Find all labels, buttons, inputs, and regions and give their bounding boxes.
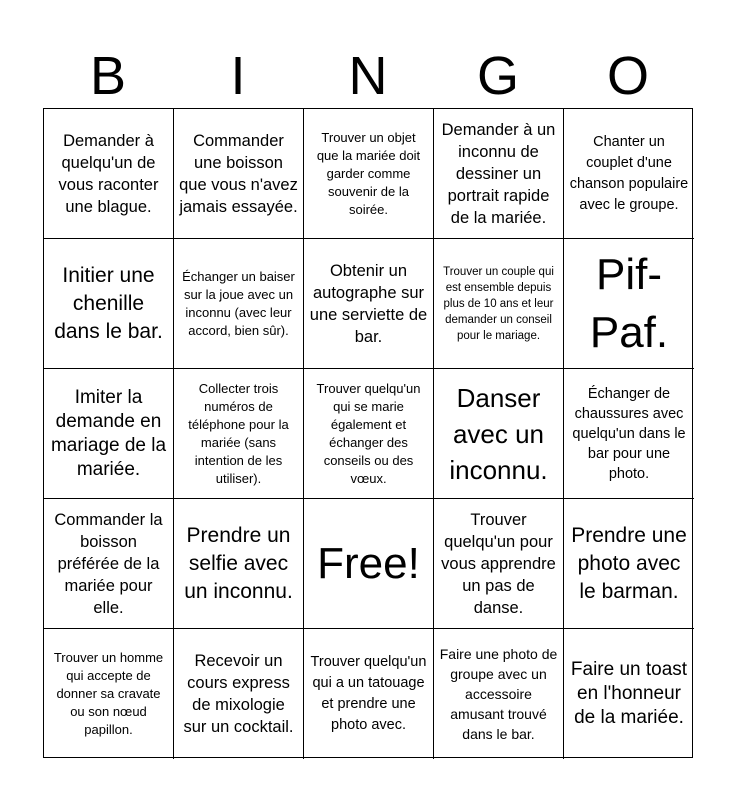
bingo-cell-r3c3[interactable]: Trouver quelqu'un qui se marie également et échanger des conseils ou des vœux. xyxy=(304,369,434,499)
bingo-cell-r5c5[interactable]: Faire un toast en l'honneur de la mariée. xyxy=(570,659,688,728)
bingo-cell-r3c2[interactable]: Collecter trois numéros de téléphone pour la mariée (sans intention de les utiliser). xyxy=(174,369,304,499)
bingo-cell-r1c5[interactable]: Chanter un couplet d'une chanson populaire avec le groupe. xyxy=(564,109,694,239)
bingo-cell-r1c4[interactable]: Demander à un inconnu de dessiner un portrait rapide de la mariée. xyxy=(434,109,564,239)
bingo-cell-r2c5[interactable]: Pif-Paf. xyxy=(564,239,694,369)
bingo-cell-r1c3[interactable]: Trouver un objet que la mariée doit garder comme souvenir de la soirée. xyxy=(304,109,434,239)
bingo-cell-r3c5[interactable]: Échanger de chaussures avec quelqu'un dans le bar pour une photo. xyxy=(564,369,694,499)
bingo-cell-r4c5[interactable]: Prendre une photo avec le barman. xyxy=(564,499,694,629)
bingo-cell-r2c3[interactable]: Obtenir un autographe sur une serviette de bar. xyxy=(304,239,434,369)
bingo-cell-r4c2[interactable]: Prendre un selfie avec un inconnu. xyxy=(174,499,304,629)
bingo-cell-r1c2[interactable]: Commander une boisson que vous n'avez jamais essayée. xyxy=(174,109,304,239)
bingo-cell-r5c1[interactable]: Trouver un homme qui accepte de donner sa cravate ou son nœud papillon. xyxy=(44,629,174,759)
header-letter-i: I xyxy=(230,46,246,106)
bingo-grid xyxy=(43,108,693,758)
bingo-cell-r3c1[interactable]: Imiter la demande en mariage de la mariée. xyxy=(44,369,174,499)
bingo-cell-r5c2[interactable]: Recevoir un cours express de mixologie sur un cocktail. xyxy=(174,629,304,759)
header-letter-n: N xyxy=(348,46,388,106)
bingo-header xyxy=(43,44,693,108)
header-letter-o: O xyxy=(606,46,649,106)
bingo-cell-r2c1[interactable]: Initier une chenille dans le bar. xyxy=(44,239,174,369)
header-letter-g: G xyxy=(476,46,519,106)
bingo-cell-r5c4[interactable]: Faire une photo de groupe avec un accessoire amusant trouvé dans le bar. xyxy=(434,629,564,759)
bingo-cell-r2c4[interactable]: Trouver un couple qui est ensemble depuis plus de 10 ans et leur demander un conseil pour le mariage. xyxy=(434,239,564,369)
bingo-cell-r4c1[interactable]: Commander la boisson préférée de la mariée pour elle. xyxy=(44,499,174,629)
bingo-cell-r4c4[interactable]: Trouver quelqu'un pour vous apprendre un pas de danse. xyxy=(434,499,564,629)
bingo-cell-free[interactable]: Free! xyxy=(304,499,434,629)
bingo-cell-r3c4[interactable]: Danser avec un inconnu. xyxy=(434,369,564,499)
bingo-cell-r1c1[interactable]: Demander à quelqu'un de vous raconter une blague. xyxy=(44,109,174,239)
header-letter-b: B xyxy=(89,46,127,106)
bingo-cell-r2c2[interactable]: Échanger un baiser sur la joue avec un inconnu (avec leur accord, bien sûr). xyxy=(174,239,304,369)
bingo-cell-r5c3[interactable]: Trouver quelqu'un qui a un tatouage et prendre une photo avec. xyxy=(304,629,434,759)
